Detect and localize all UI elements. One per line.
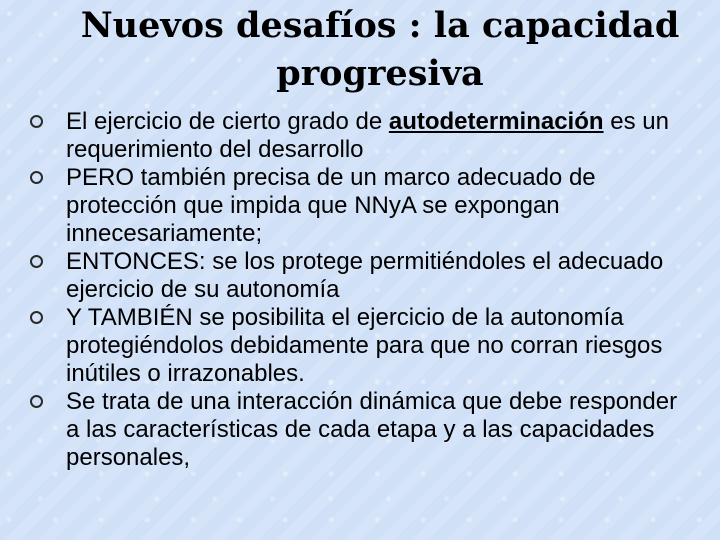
bullet-list <box>30 108 690 472</box>
hollow-circle-bullet-icon <box>30 311 43 324</box>
bullet-text-emphasis: autodeterminación <box>388 108 604 135</box>
hollow-circle-bullet-icon <box>30 171 43 184</box>
bullet-text: ENTONCES: se los protege permitiéndoles el adecuado ejercicio de su autonomía <box>66 248 664 304</box>
bullet-item <box>30 388 690 473</box>
bullet-text: Y TAMBIÉN se posibilita el ejercicio de la autonomía protegiéndolos debidamente para que no corran riesgos inútiles o irrazonables. <box>66 303 663 388</box>
bullet-item <box>30 304 690 389</box>
bullet-text: Se trata de una interacción dinámica que debe responder a las características de cada etapa y a las capacidades personales, <box>66 388 678 472</box>
hollow-circle-bullet-icon <box>30 255 43 268</box>
bullet-text <box>66 108 690 164</box>
bullet-text-suffix: es un requerimiento del desarrollo <box>66 108 669 164</box>
bullet-item <box>30 108 690 164</box>
hollow-circle-bullet-icon <box>30 395 43 408</box>
bullet-text: PERO también precisa de un marco adecuado de protección que impida que NNyA se expongan innecesariamente; <box>66 163 596 248</box>
slide-title: Nuevos desafíos : la capacidad progresiva <box>80 5 680 94</box>
bullet-text-prefix: El ejercicio de cierto grado de <box>66 108 389 135</box>
bullet-item <box>30 248 690 304</box>
hollow-circle-bullet-icon <box>30 115 43 128</box>
bullet-item <box>30 164 690 249</box>
